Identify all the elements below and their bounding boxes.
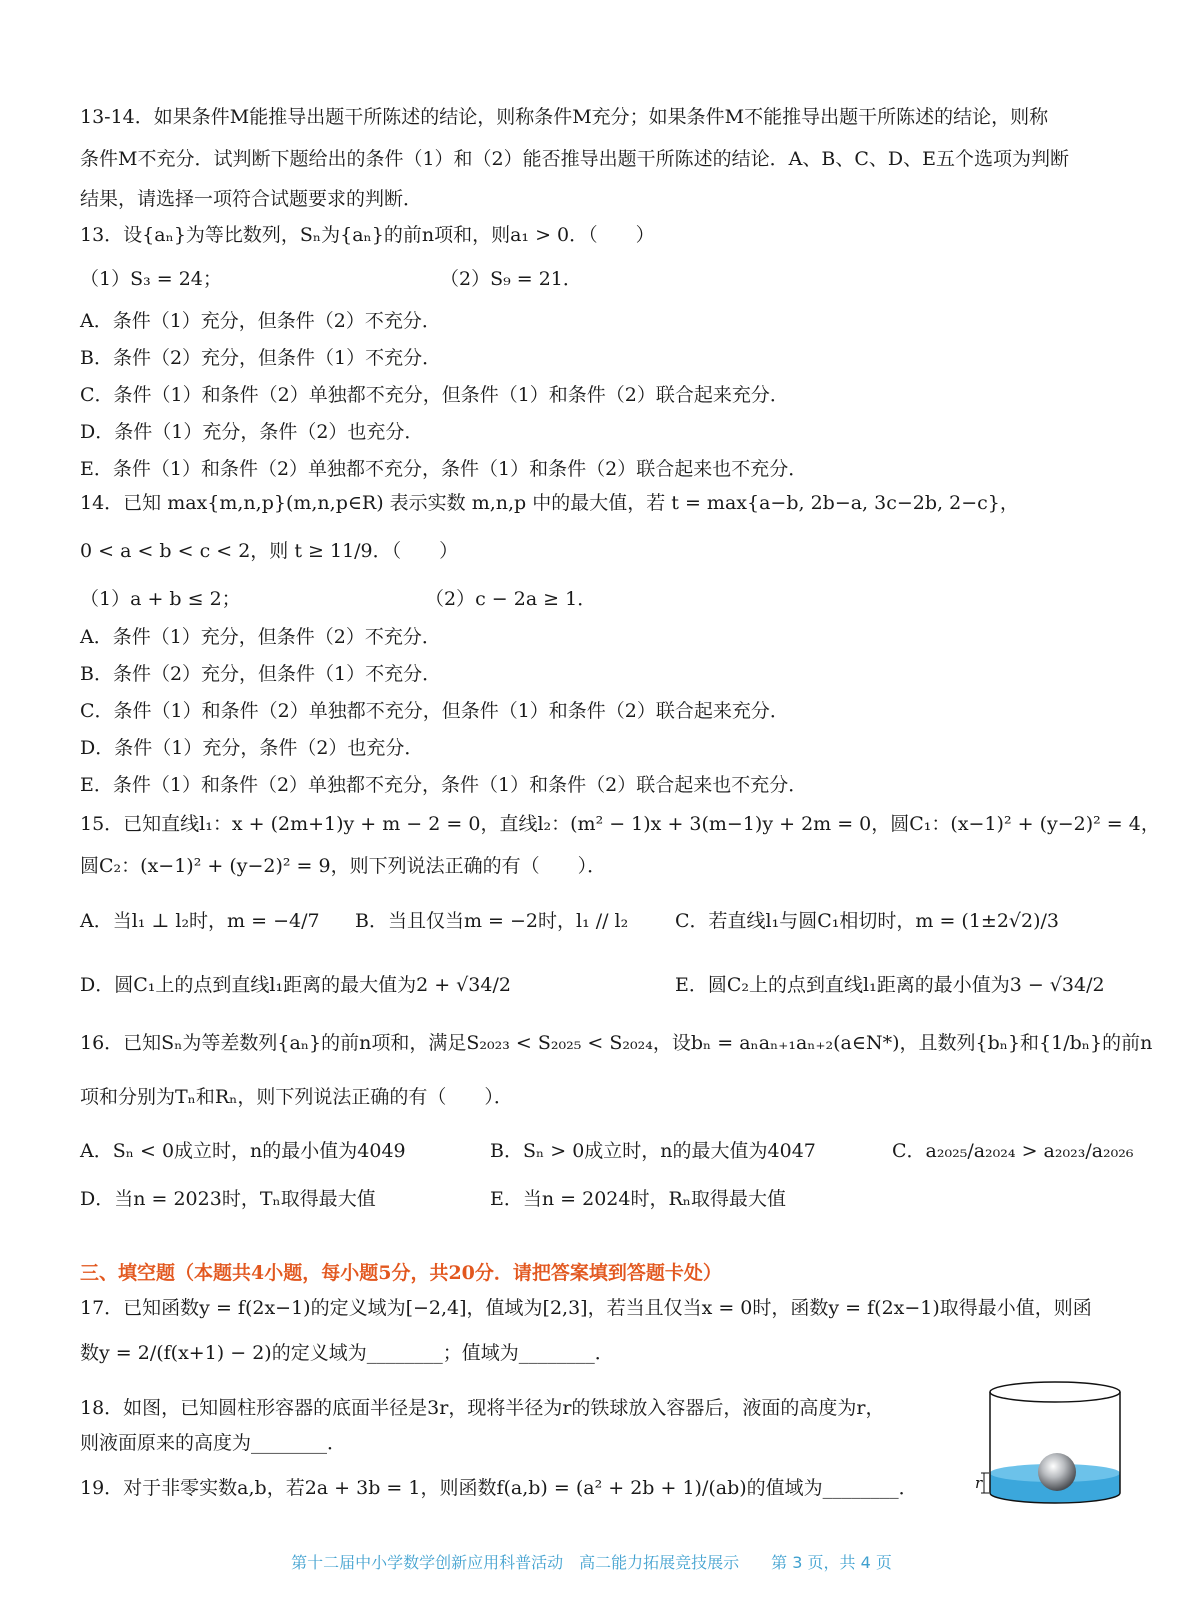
q13-stem: 13．设{aₙ}为等比数列，Sₙ为{aₙ}的前n项和，则a₁ > 0．（ ） [80,224,655,246]
q15-stem-1: 15．已知直线l₁：x + (2m+1)y + m − 2 = 0，直线l₂：(m² − 1)x + 3(m−1)y + 2m = 0，圆C₁：(x−1)² + (y−2)² = 4， [80,813,1160,835]
q13-option-b: B．条件（2）充分，但条件（1）不充分． [80,347,442,369]
q16-stem-1: 16．已知Sₙ为等差数列{aₙ}的前n项和，满足S₂₀₂₃ < S₂₀₂₅ < S₂₀₂₄，设bₙ = aₙaₙ₊₁aₙ₊₂(a∈N*)，且数列{bₙ}和{1/bₙ}的前n [80,1032,1153,1054]
q14-option-b: B．条件（2）充分，但条件（1）不充分． [80,663,442,685]
instructions-line-1: 13-14．如果条件M能推导出题干所陈述的结论，则称条件M充分；如果条件M不能推导出题干所陈述的结论，则称 [80,106,1049,128]
q14-stem-2: 0 < a < b < c < 2，则 t ≥ 11/9．（ ） [80,540,459,562]
instructions-line-3: 结果，请选择一项符合试题要求的判断． [80,188,423,210]
q13-condition-2: （2）S₉ = 21． [440,268,582,290]
radius-label: r [975,1474,983,1492]
section-3-title: 三、填空题（本题共4小题，每小题5分，共20分．请把答案填到答题卡处） [80,1262,722,1284]
q15-option-b: B．当且仅当m = −2时，l₁ // l₂ [355,910,629,932]
q14-option-e: E．条件（1）和条件（2）单独都不充分，条件（1）和条件（2）联合起来也不充分． [80,774,808,796]
q13-condition-1: （1）S₃ = 24； [80,268,222,290]
q18-stem-1: 18．如图，已知圆柱形容器的底面半径是3r，现将半径为r的铁球放入容器后，液面的高度为r， [80,1397,885,1419]
cylinder-top-rim [990,1382,1120,1402]
q15-stem-2: 圆C₂：(x−1)² + (y−2)² = 9，则下列说法正确的有（ ）． [80,855,607,877]
q14-option-d: D．条件（1）充分，条件（2）也充分． [80,737,424,759]
q16-option-e: E．当n = 2024时，Rₙ取得最大值 [490,1188,786,1210]
q15-option-c: C．若直线l₁与圆C₁相切时，m = (1±2√2)/3 [675,910,1060,932]
q16-stem-2: 项和分别为Tₙ和Rₙ，则下列说法正确的有（ ）． [80,1086,513,1108]
q14-stem-1: 14．已知 max{m,n,p}(m,n,p∈R) 表示实数 m,n,p 中的最大值，若 t = max{a−b, 2b−a, 3c−2b, 2−c}， [80,492,1019,514]
q18-stem-2: 则液面原来的高度为________． [80,1432,347,1454]
q16-option-c: C．a₂₀₂₅/a₂₀₂₄ > a₂₀₂₃/a₂₀₂₆ [892,1140,1134,1162]
instructions-line-2: 条件M不充分．试判断下题给出的条件（1）和（2）能否推导出题干所陈述的结论．A、B、C、D、E五个选项为判断 [80,148,1069,170]
q13-option-a: A．条件（1）充分，但条件（2）不充分． [80,310,441,332]
q17-stem-1: 17．已知函数y = f(2x−1)的定义域为[−2,4]，值域为[2,3]，若当且仅当x = 0时，函数y = f(2x−1)取得最小值，则函 [80,1297,1092,1319]
q14-option-c: C．条件（1）和条件（2）单独都不充分，但条件（1）和条件（2）联合起来充分． [80,700,789,722]
q14-option-a: A．条件（1）充分，但条件（2）不充分． [80,626,441,648]
q15-option-d: D．圆C₁上的点到直线l₁距离的最大值为2 + √34/2 [80,974,511,996]
q13-option-c: C．条件（1）和条件（2）单独都不充分，但条件（1）和条件（2）联合起来充分． [80,384,789,406]
q15-option-a: A．当l₁ ⊥ l₂时，m = −4/7 [80,910,320,932]
q14-condition-1: （1）a + b ≤ 2； [80,588,241,610]
page-footer: 第十二届中小学数学创新应用科普活动 高二能力拓展竞技展示 第 3 页，共 4 页 [291,1553,892,1572]
q13-option-d: D．条件（1）充分，条件（2）也充分． [80,421,424,443]
q14-condition-2: （2）c − 2a ≥ 1． [425,588,597,610]
q16-option-a: A．Sₙ < 0成立时，n的最小值为4049 [80,1140,406,1162]
q15-option-e: E．圆C₂上的点到直线l₁距离的最小值为3 − √34/2 [675,974,1105,996]
q16-option-d: D．当n = 2023时，Tₙ取得最大值 [80,1188,376,1210]
q17-stem-2: 数y = 2/(f(x+1) − 2)的定义域为________；值域为________． [80,1342,614,1364]
q16-option-b: B．Sₙ > 0成立时，n的最大值为4047 [490,1140,816,1162]
q19-stem: 19．对于非零实数a,b，若2a + 3b = 1，则函数f(a,b) = (a² + 2b + 1)/(ab)的值域为________． [80,1477,918,1499]
q13-option-e: E．条件（1）和条件（2）单独都不充分，条件（1）和条件（2）联合起来也不充分． [80,458,808,480]
